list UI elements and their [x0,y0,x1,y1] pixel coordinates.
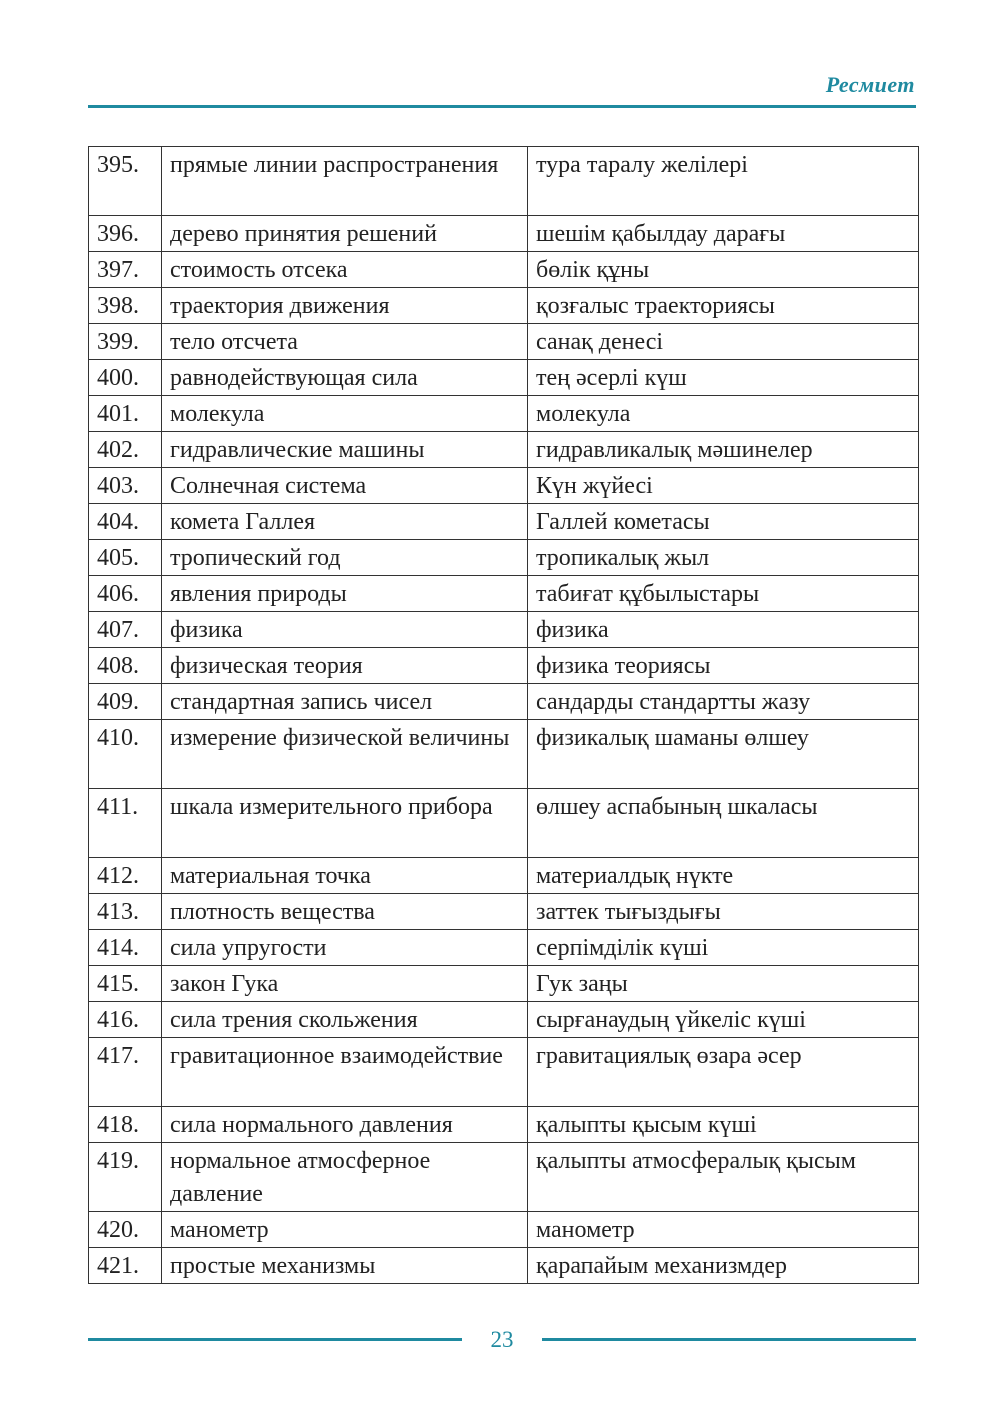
russian-term-cell: плотность вещества [162,894,528,930]
table-row [89,324,919,360]
kazakh-term-cell: Күн жүйесі [528,468,919,504]
table-row [89,858,919,894]
table-row [89,1038,919,1107]
term-number-cell: 413. [89,894,162,930]
russian-term-cell: физика [162,612,528,648]
kazakh-term-cell: гравитациялық өзара әсер [528,1038,919,1107]
kazakh-term-cell: тура таралу желілері [528,147,919,216]
table-row [89,966,919,1002]
russian-term-cell: тропический год [162,540,528,576]
table-row [89,252,919,288]
russian-term-cell: шкала измерительного прибора [162,789,528,858]
term-number-cell: 419. [89,1143,162,1212]
term-number-cell: 405. [89,540,162,576]
russian-term-cell: траектория движения [162,288,528,324]
table-row [89,1143,919,1212]
glossary-table [88,146,919,1284]
term-number-cell: 398. [89,288,162,324]
russian-term-cell: закон Гука [162,966,528,1002]
term-number-cell: 415. [89,966,162,1002]
term-number-cell: 421. [89,1248,162,1284]
page-header-title: Ресмиет [825,72,915,97]
russian-term-cell: равнодействующая сила [162,360,528,396]
russian-term-cell: стандартная запись чисел [162,684,528,720]
table-row [89,1212,919,1248]
term-number-cell: 399. [89,324,162,360]
table-row [89,576,919,612]
term-number-cell: 417. [89,1038,162,1107]
page-number: 23 [490,1327,514,1352]
term-number-cell: 418. [89,1107,162,1143]
kazakh-term-cell: қалыпты атмосфералық қысым [528,1143,919,1212]
table-row [89,396,919,432]
term-number-cell: 404. [89,504,162,540]
table-row [89,147,919,216]
table-row [89,216,919,252]
term-number-cell: 407. [89,612,162,648]
russian-term-cell: простые механизмы [162,1248,528,1284]
kazakh-term-cell: Гук заңы [528,966,919,1002]
kazakh-term-cell: физикалық шаманы өлшеу [528,720,919,789]
table-row [89,504,919,540]
table-row [89,432,919,468]
term-number-cell: 397. [89,252,162,288]
kazakh-term-cell: тропикалық жыл [528,540,919,576]
term-number-cell: 420. [89,1212,162,1248]
table-row [89,648,919,684]
term-number-cell: 408. [89,648,162,684]
russian-term-cell: сила упругости [162,930,528,966]
kazakh-term-cell: гидравликалық мәшинелер [528,432,919,468]
term-number-cell: 400. [89,360,162,396]
table-row [89,789,919,858]
russian-term-cell: тело отсчета [162,324,528,360]
term-number-cell: 410. [89,720,162,789]
russian-term-cell: измерение физической величины [162,720,528,789]
kazakh-term-cell: табиғат құбылыстары [528,576,919,612]
kazakh-term-cell: Галлей кометасы [528,504,919,540]
table-row [89,1107,919,1143]
term-number-cell: 396. [89,216,162,252]
term-number-cell: 406. [89,576,162,612]
kazakh-term-cell: бөлік құны [528,252,919,288]
glossary-table-body [89,147,919,1284]
term-number-cell: 395. [89,147,162,216]
russian-term-cell: материальная точка [162,858,528,894]
russian-term-cell: сила трения скольжения [162,1002,528,1038]
table-row [89,360,919,396]
term-number-cell: 402. [89,432,162,468]
russian-term-cell: манометр [162,1212,528,1248]
russian-term-cell: нормальное атмосферное давление [162,1143,528,1212]
kazakh-term-cell: сандарды стандартты жазу [528,684,919,720]
russian-term-cell: явления природы [162,576,528,612]
table-row [89,1248,919,1284]
russian-term-cell: гидравлические машины [162,432,528,468]
table-row [89,540,919,576]
footer-divider-left [88,1338,462,1341]
kazakh-term-cell: қалыпты қысым күші [528,1107,919,1143]
table-row [89,720,919,789]
kazakh-term-cell: манометр [528,1212,919,1248]
header-divider [88,105,916,108]
kazakh-term-cell: физика [528,612,919,648]
kazakh-term-cell: материалдық нүкте [528,858,919,894]
kazakh-term-cell: тең әсерлі күш [528,360,919,396]
russian-term-cell: сила нормального давления [162,1107,528,1143]
russian-term-cell: гравитационное взаимодействие [162,1038,528,1107]
russian-term-cell: дерево принятия решений [162,216,528,252]
kazakh-term-cell: физика теориясы [528,648,919,684]
russian-term-cell: молекула [162,396,528,432]
table-row [89,684,919,720]
table-row [89,612,919,648]
table-row [89,288,919,324]
kazakh-term-cell: заттек тығыздығы [528,894,919,930]
kazakh-term-cell: қозғалыс траекториясы [528,288,919,324]
russian-term-cell: физическая теория [162,648,528,684]
kazakh-term-cell: молекула [528,396,919,432]
kazakh-term-cell: сырғанаудың үйкеліс күші [528,1002,919,1038]
kazakh-term-cell: санақ денесі [528,324,919,360]
table-row [89,468,919,504]
table-row [89,894,919,930]
term-number-cell: 409. [89,684,162,720]
term-number-cell: 412. [89,858,162,894]
table-row [89,1002,919,1038]
term-number-cell: 414. [89,930,162,966]
term-number-cell: 411. [89,789,162,858]
table-row [89,930,919,966]
kazakh-term-cell: серпімділік күші [528,930,919,966]
kazakh-term-cell: өлшеу аспабының шкаласы [528,789,919,858]
footer-divider-right [542,1338,916,1341]
russian-term-cell: комета Галлея [162,504,528,540]
russian-term-cell: прямые линии распространения [162,147,528,216]
kazakh-term-cell: қарапайым механизмдер [528,1248,919,1284]
term-number-cell: 416. [89,1002,162,1038]
term-number-cell: 403. [89,468,162,504]
russian-term-cell: стоимость отсека [162,252,528,288]
term-number-cell: 401. [89,396,162,432]
kazakh-term-cell: шешім қабылдау дарағы [528,216,919,252]
russian-term-cell: Солнечная система [162,468,528,504]
